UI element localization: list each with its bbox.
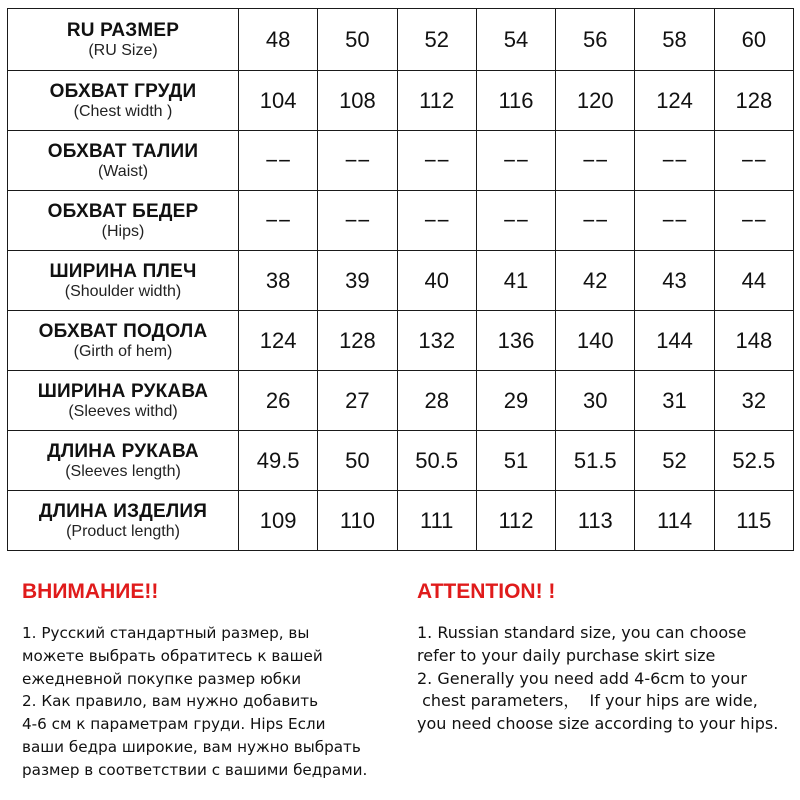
row-header-ru: ДЛИНА РУКАВА [47, 440, 199, 462]
measurement-cell: 120 [556, 71, 635, 131]
row-header-en: (Shoulder width) [64, 282, 182, 300]
table-row [8, 131, 794, 191]
measurement-cell: −− [397, 191, 476, 251]
measurement-cell: 115 [714, 491, 793, 551]
row-header-cell [8, 491, 239, 551]
measurement-cell: 26 [239, 371, 318, 431]
row-header-cell [8, 9, 239, 71]
measurement-cell: 136 [476, 311, 555, 371]
note-line: 2. Generally you need add 4-6cm to your [417, 668, 747, 688]
table-row [8, 251, 794, 311]
table-row [8, 311, 794, 371]
note-line: 1. Russian standard size, you can choose [417, 623, 747, 642]
table-row [8, 371, 794, 431]
notes-en-body [417, 622, 797, 736]
size-chart-table [7, 8, 794, 551]
size-cell: 56 [556, 9, 635, 71]
notes-ru-body [22, 622, 412, 782]
measurement-cell: 49.5 [239, 431, 318, 491]
table-header-row [8, 9, 794, 71]
measurement-cell: 38 [239, 251, 318, 311]
note-line: размер в соответствии с вашими бедрами. [22, 760, 368, 779]
note-line: 2. Как правило, вам нужно добавить [22, 692, 319, 711]
size-cell: 48 [239, 9, 318, 71]
measurement-cell: 27 [318, 371, 397, 431]
measurement-cell: 148 [714, 311, 793, 371]
attention-title-en: ATTENTION! ! [417, 580, 556, 603]
row-header-ru: ОБХВАТ ТАЛИИ [47, 140, 199, 162]
measurement-cell: 50 [318, 431, 397, 491]
notes-ru [22, 578, 412, 782]
measurement-cell: 128 [318, 311, 397, 371]
row-header-cell [8, 71, 239, 131]
measurement-cell: 31 [635, 371, 714, 431]
measurement-cell: 109 [239, 491, 318, 551]
measurement-cell: 39 [318, 251, 397, 311]
row-header-en: (RU Size) [88, 41, 158, 59]
measurement-cell: 113 [556, 491, 635, 551]
note-line: ежедневной покупке размер юбки [22, 669, 302, 688]
row-header-ru: RU РАЗМЕР [66, 19, 180, 41]
measurement-cell: 52.5 [714, 431, 793, 491]
measurement-cell: −− [556, 131, 635, 191]
measurement-cell: 50.5 [397, 431, 476, 491]
measurement-cell: 128 [714, 71, 793, 131]
note-line: chest parameters， If your hips are wide, [417, 691, 758, 711]
row-header-ru: ШИРИНА ПЛЕЧ [49, 260, 197, 282]
note-line: можете выбрать обратитесь к вашей [22, 646, 323, 665]
size-cell: 50 [318, 9, 397, 71]
measurement-cell: −− [714, 191, 793, 251]
measurement-cell: 30 [556, 371, 635, 431]
row-header-en: (Sleeves withd) [68, 402, 178, 420]
measurement-cell: 42 [556, 251, 635, 311]
measurement-cell: 124 [635, 71, 714, 131]
row-header-cell [8, 311, 239, 371]
row-header-en: (Product length) [66, 522, 180, 540]
table-row [8, 71, 794, 131]
measurement-cell: −− [714, 131, 793, 191]
note-line: 1. Русский стандартный размер, вы [22, 624, 310, 642]
row-header-ru: ОБХВАТ ГРУДИ [49, 80, 197, 102]
measurement-cell: 104 [239, 71, 318, 131]
measurement-cell: −− [397, 131, 476, 191]
row-header-en: (Hips) [101, 222, 145, 240]
measurement-cell: −− [318, 131, 397, 191]
measurement-cell: 124 [239, 311, 318, 371]
row-header-en: (Waist) [97, 162, 149, 180]
measurement-cell: 116 [476, 71, 555, 131]
row-header-en: (Girth of hem) [73, 342, 173, 360]
note-line: ваши бедра широкие, вам нужно выбрать [22, 737, 361, 756]
table-row [8, 491, 794, 551]
measurement-cell: 51.5 [556, 431, 635, 491]
measurement-cell: 132 [397, 311, 476, 371]
measurement-cell: −− [635, 131, 714, 191]
measurement-cell: −− [239, 191, 318, 251]
size-cell: 52 [397, 9, 476, 71]
measurement-cell: 28 [397, 371, 476, 431]
row-header-en: (Sleeves length) [65, 462, 181, 480]
size-cell: 54 [476, 9, 555, 71]
size-cell: 58 [635, 9, 714, 71]
measurement-cell: 29 [476, 371, 555, 431]
attention-title-ru: ВНИМАНИЕ!! [22, 580, 159, 603]
note-line: you need choose size according to your hips. [417, 714, 779, 734]
measurement-cell: 41 [476, 251, 555, 311]
table-row [8, 191, 794, 251]
measurement-cell: −− [476, 131, 555, 191]
row-header-ru: ОБХВАТ БЕДЕР [47, 200, 199, 222]
note-line: 4-6 см к параметрам груди. Hips Если [22, 715, 326, 734]
row-header-cell [8, 431, 239, 491]
measurement-cell: −− [556, 191, 635, 251]
row-header-en: (Chest width ) [73, 102, 173, 120]
measurement-cell: 114 [635, 491, 714, 551]
measurement-cell: 40 [397, 251, 476, 311]
notes-en [417, 578, 797, 736]
measurement-cell: 44 [714, 251, 793, 311]
measurement-cell: 144 [635, 311, 714, 371]
notes-section [0, 578, 800, 800]
note-line: refer to your daily purchase skirt size [417, 645, 716, 665]
measurement-cell: 112 [476, 491, 555, 551]
measurement-cell: −− [476, 191, 555, 251]
measurement-cell: 111 [397, 491, 476, 551]
measurement-cell: 110 [318, 491, 397, 551]
measurement-cell: −− [635, 191, 714, 251]
measurement-cell: 140 [556, 311, 635, 371]
row-header-cell [8, 191, 239, 251]
row-header-ru: ОБХВАТ ПОДОЛА [38, 320, 208, 342]
measurement-cell: 112 [397, 71, 476, 131]
table-row [8, 431, 794, 491]
measurement-cell: 43 [635, 251, 714, 311]
row-header-ru: ДЛИНА ИЗДЕЛИЯ [38, 500, 208, 522]
row-header-cell [8, 251, 239, 311]
size-cell: 60 [714, 9, 793, 71]
measurement-cell: −− [318, 191, 397, 251]
row-header-cell [8, 131, 239, 191]
measurement-cell: 32 [714, 371, 793, 431]
measurement-cell: −− [239, 131, 318, 191]
row-header-cell [8, 371, 239, 431]
measurement-cell: 108 [318, 71, 397, 131]
row-header-ru: ШИРИНА РУКАВА [37, 380, 209, 402]
measurement-cell: 52 [635, 431, 714, 491]
measurement-cell: 51 [476, 431, 555, 491]
